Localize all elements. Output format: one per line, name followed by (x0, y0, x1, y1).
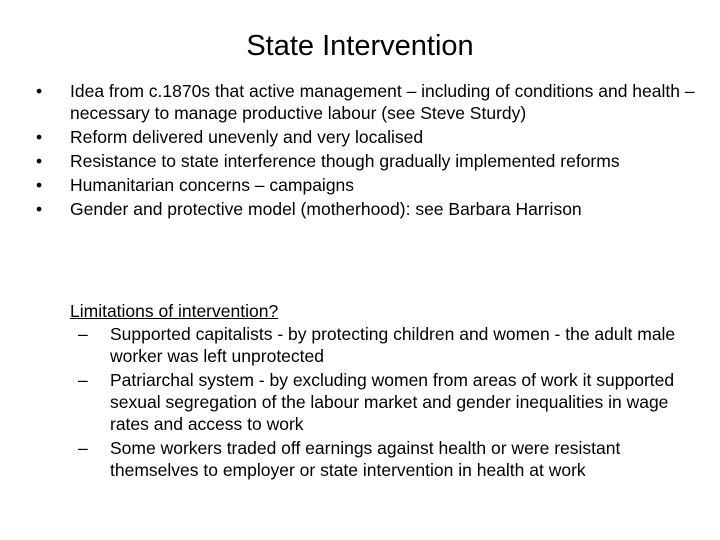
bullet-item (36, 198, 696, 220)
limitation-text: Supported capitalists - by protecting children and women - the adult male worker was left unprotected (110, 324, 676, 366)
bullet-marker: • (36, 127, 43, 147)
bullet-marker: • (36, 175, 43, 195)
bullet-marker: • (36, 199, 43, 219)
dash-marker: – (78, 438, 88, 458)
limitations-heading: Limitations of intervention? (70, 301, 279, 321)
bullet-text: Gender and protective model (motherhood): see Barbara Harrison (70, 199, 582, 219)
bullet-marker: • (36, 151, 43, 171)
limitation-item (78, 323, 690, 367)
bullet-text: Resistance to state interference though gradually implemented reforms (70, 151, 620, 171)
bullet-item (36, 126, 696, 148)
dash-marker: – (78, 324, 88, 344)
bullet-marker: • (36, 81, 43, 101)
bullet-item (36, 174, 696, 196)
bullet-list (36, 80, 696, 222)
bullet-text: Reform delivered unevenly and very localised (70, 127, 424, 147)
limitation-item (78, 369, 690, 435)
limitations-list (70, 323, 690, 481)
limitation-text: Some workers traded off earnings against health or were resistant themselves to employer or state intervention in health at work (110, 438, 621, 480)
bullet-item (36, 150, 696, 172)
bullet-text: Humanitarian concerns – campaigns (70, 175, 355, 195)
bullet-item (36, 80, 696, 124)
limitation-item (78, 437, 690, 481)
limitation-text: Patriarchal system - by excluding women from areas of work it supported sexual segregation of the labour market and gender inequalities in wage rates and access to work (110, 370, 675, 434)
dash-marker: – (78, 370, 88, 390)
bullet-text: Idea from c.1870s that active management – including of conditions and health – necessary to manage productive labour (see Steve Sturdy) (70, 81, 695, 123)
slide-title: State Intervention (246, 30, 474, 62)
limitations-section (70, 300, 690, 483)
